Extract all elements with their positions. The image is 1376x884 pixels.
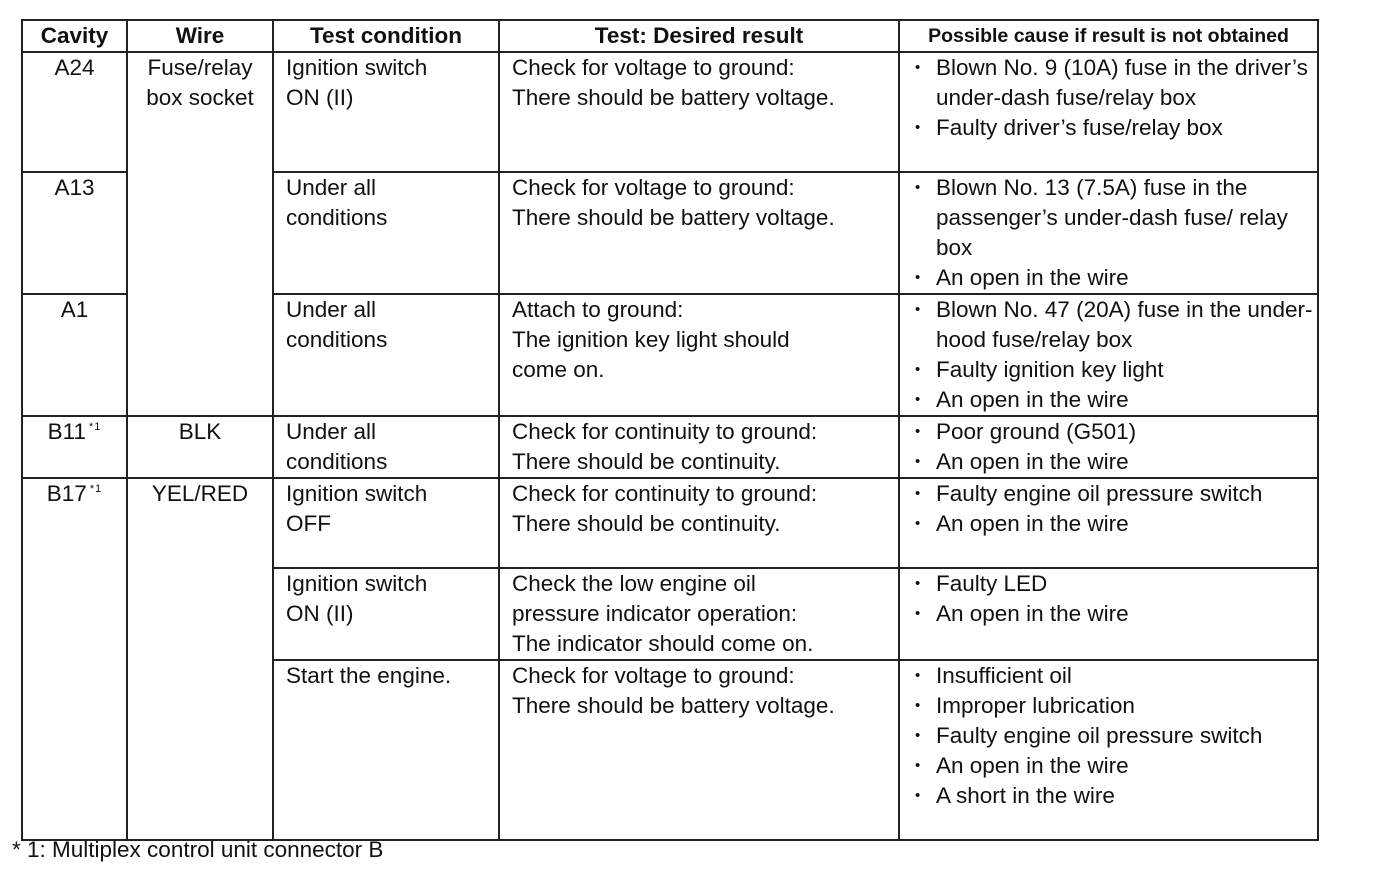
condition-line: Start the engine. xyxy=(286,663,452,688)
possible-cause-cell xyxy=(899,478,1318,568)
cause-list xyxy=(900,417,1317,477)
cause-item: • An open in the wire xyxy=(914,599,1313,629)
cause-item: • Improper lubrication xyxy=(914,691,1313,721)
desired-result-cell xyxy=(499,172,899,294)
desired-result-cell xyxy=(499,294,899,416)
cavity-cell xyxy=(22,52,127,172)
condition-line: Ignition switch xyxy=(286,481,428,506)
result-line: Attach to ground: xyxy=(512,297,684,322)
cause-item: • An open in the wire xyxy=(914,385,1313,415)
result-line: Check the low engine oil xyxy=(512,571,756,596)
table-row xyxy=(22,416,1318,478)
desired-result-cell xyxy=(499,568,899,660)
cause-item: • Faulty engine oil pressure switch xyxy=(914,721,1313,751)
result-line: Check for continuity to ground: xyxy=(512,481,818,506)
result-line: Check for continuity to ground: xyxy=(512,419,818,444)
test-condition-cell xyxy=(273,416,499,478)
condition-line: Under all xyxy=(286,419,377,444)
result-line: There should be battery voltage. xyxy=(512,85,835,110)
wire-label: Fuse/relay xyxy=(147,55,253,80)
footnote-marker: *1 xyxy=(89,482,103,495)
wire-cell xyxy=(127,52,273,416)
cause-item: • An open in the wire xyxy=(914,509,1313,539)
result-line: The indicator should come on. xyxy=(512,631,814,656)
cavity-cell xyxy=(22,294,127,416)
possible-cause-cell xyxy=(899,172,1318,294)
cavity-label: B11 xyxy=(47,419,86,444)
condition-line: OFF xyxy=(286,511,331,536)
cause-item: • Blown No. 9 (10A) fuse in the driver’s under-dash fuse/relay box xyxy=(914,53,1313,113)
header-wire: Wire xyxy=(127,20,273,52)
condition-line: ON (II) xyxy=(286,85,354,110)
possible-cause-cell xyxy=(899,52,1318,172)
wire-cell xyxy=(127,416,273,478)
cause-list xyxy=(900,479,1317,539)
cause-item: • Blown No. 47 (20A) fuse in the under-hood fuse/relay box xyxy=(914,295,1313,355)
cavity-cell xyxy=(22,478,127,840)
cause-list xyxy=(900,295,1317,415)
header-test-condition: Test condition xyxy=(273,20,499,52)
cause-item: • Blown No. 13 (7.5A) fuse in the passenger’s under-dash fuse/ relay box xyxy=(914,173,1313,263)
cause-item: • Insufficient oil xyxy=(914,661,1313,691)
result-line: There should be continuity. xyxy=(512,449,781,474)
cause-list xyxy=(900,53,1317,143)
condition-line: Ignition switch xyxy=(286,55,428,80)
result-line: Check for voltage to ground: xyxy=(512,175,795,200)
cause-item: • An open in the wire xyxy=(914,263,1313,293)
condition-line: ON (II) xyxy=(286,601,354,626)
cavity-cell xyxy=(22,172,127,294)
possible-cause-cell xyxy=(899,294,1318,416)
connector-inspection-table xyxy=(21,19,1319,841)
wire-label: box socket xyxy=(146,85,254,110)
cause-list xyxy=(900,569,1317,629)
result-line: There should be battery voltage. xyxy=(512,205,835,230)
desired-result-cell xyxy=(499,478,899,568)
cavity-label: B17 xyxy=(46,481,87,506)
header-row xyxy=(22,20,1318,52)
cavity-label: A24 xyxy=(54,55,95,80)
wire-color-label: YEL/RED xyxy=(151,481,249,506)
possible-cause-cell xyxy=(899,660,1318,840)
possible-cause-cell xyxy=(899,416,1318,478)
header-desired-result: Test: Desired result xyxy=(499,20,899,52)
header-possible-cause: Possible cause if result is not obtained xyxy=(899,20,1318,52)
condition-line: conditions xyxy=(286,449,388,474)
inspection-table-container xyxy=(21,19,1319,841)
test-condition-cell xyxy=(273,294,499,416)
result-line: There should be battery voltage. xyxy=(512,693,835,718)
desired-result-cell xyxy=(499,52,899,172)
result-line: pressure indicator operation: xyxy=(512,601,798,626)
possible-cause-cell xyxy=(899,568,1318,660)
cause-item: • An open in the wire xyxy=(914,751,1313,781)
wire-color-label: BLK xyxy=(178,419,222,444)
test-condition-cell xyxy=(273,660,499,840)
cause-item: • Faulty LED xyxy=(914,569,1313,599)
cause-item: • Faulty engine oil pressure switch xyxy=(914,479,1313,509)
test-condition-cell xyxy=(273,478,499,568)
table-row xyxy=(22,478,1318,568)
cause-item: • A short in the wire xyxy=(914,781,1313,811)
test-condition-cell xyxy=(273,568,499,660)
result-line: Check for voltage to ground: xyxy=(512,55,795,80)
condition-line: Under all xyxy=(286,297,377,322)
footnote-text: * 1: Multiplex control unit connector B xyxy=(12,837,384,862)
table-row xyxy=(22,52,1318,172)
desired-result-cell xyxy=(499,416,899,478)
cause-list xyxy=(900,173,1317,293)
condition-line: Under all xyxy=(286,175,377,200)
result-line: come on. xyxy=(512,357,605,382)
condition-line: conditions xyxy=(286,205,388,230)
cause-item: • Poor ground (G501) xyxy=(914,417,1313,447)
result-line: There should be continuity. xyxy=(512,511,781,536)
condition-line: conditions xyxy=(286,327,388,352)
desired-result-cell xyxy=(499,660,899,840)
test-condition-cell xyxy=(273,172,499,294)
header-cavity: Cavity xyxy=(22,20,127,52)
cavity-cell xyxy=(22,416,127,478)
wire-cell xyxy=(127,478,273,840)
cause-list xyxy=(900,661,1317,811)
test-condition-cell xyxy=(273,52,499,172)
cause-item: • Faulty ignition key light xyxy=(914,355,1313,385)
cavity-label: A1 xyxy=(60,297,89,322)
result-line: The ignition key light should xyxy=(512,327,790,352)
footnote-marker: *1 xyxy=(88,420,102,433)
condition-line: Ignition switch xyxy=(286,571,428,596)
cavity-label: A13 xyxy=(54,175,95,200)
result-line: Check for voltage to ground: xyxy=(512,663,795,688)
cause-item: • Faulty driver’s fuse/relay box xyxy=(914,113,1313,143)
cause-item: • An open in the wire xyxy=(914,447,1313,477)
